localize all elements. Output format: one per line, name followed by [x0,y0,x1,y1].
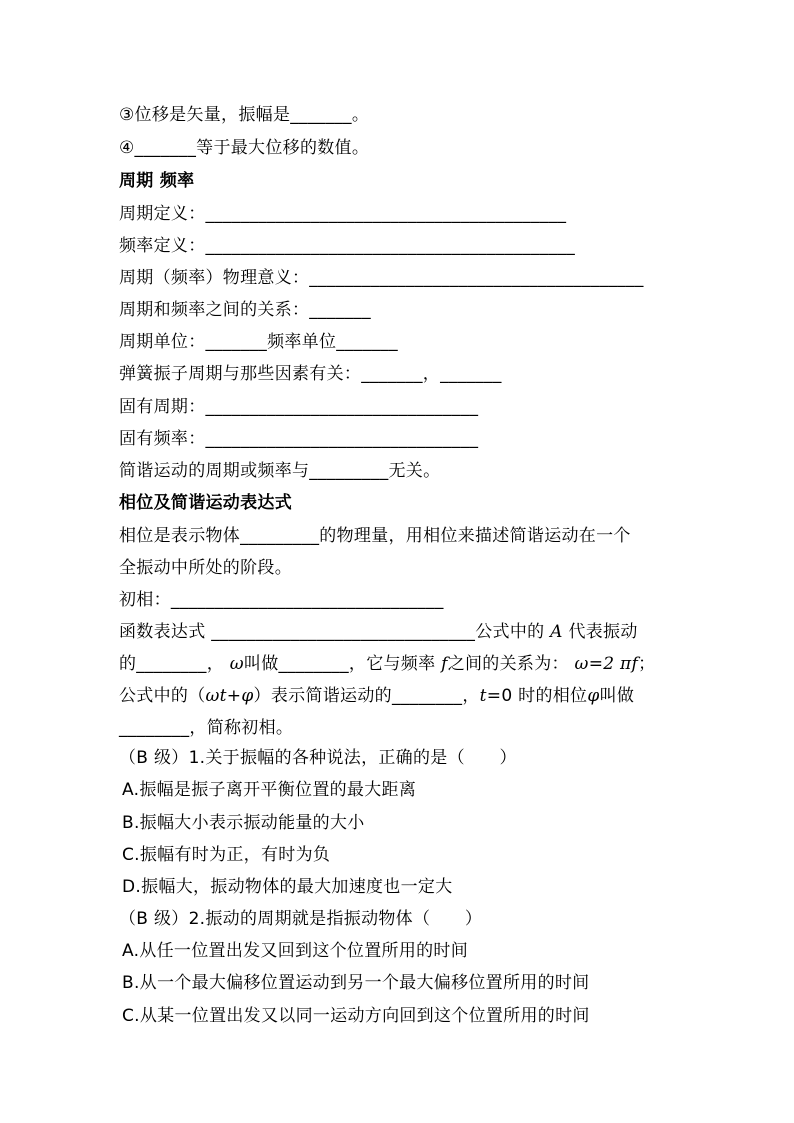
phase-text: 公式中的（ [119,686,206,706]
line-initial-phase-name: ________，简称初相。 [119,718,294,738]
line-function-expression [119,622,638,642]
question-1-option-a: A.振幅是振子离开平衡位置的最大距离 [122,780,417,800]
line-natural-frequency: 固有频率：_______________________________ [119,429,479,449]
line-phase-definition: 相位是表示物体_________的物理量，用相位来描述简谐运动在一个 [119,526,631,546]
question-2-stem: （B 级）2.振动的周期就是指振动物体（ ） [119,909,483,929]
omega-text: 叫做________，它与频率 [243,654,436,674]
phase-text-2: ）表示简谐运动的________， [253,686,480,706]
question-1-option-d: D.振幅大，振动物体的最大加速度也一定大 [122,877,453,897]
question-2-option-b: B.从一个最大偏移位置运动到另一个最大偏移位置所用的时间 [122,973,590,993]
expr-text: 公式中的 [475,622,545,642]
question-1-option-b: B.振幅大小表示振动能量的大小 [122,813,365,833]
line-phase-definition-cont: 全振动中所处的阶段。 [119,558,292,578]
symbol-phase: ωt+φ [205,686,254,706]
expr-blank: ______________________________ [211,622,476,642]
omega-relation-label: 之间的关系为： [447,654,569,674]
symbol-phi: φ [587,686,600,706]
line-max-displacement-blank: ④_______等于最大位移的数值。 [119,138,370,158]
question-1-stem: （B 级）1.关于振幅的各种说法，正确的是（ ） [119,748,517,768]
line-initial-phase: 初相：_______________________________ [119,590,444,610]
symbol-omega: ω [229,654,244,674]
symbol-t: t [479,686,487,706]
omega-relation-formula: ω=2 πf [574,654,639,674]
symbol-f: f [441,654,448,674]
expr-text-2: 代表振动 [568,622,638,642]
question-2-option-a: A.从任一位置出发又回到这个位置所用的时间 [122,941,469,961]
line-units: 周期单位：_______频率单位_______ [119,332,398,352]
section-heading-period-frequency: 周期 频率 [119,171,195,191]
phase-text-3: =0 时的相位 [486,686,588,706]
line-period-definition: 周期定义：_________________________________________ [119,204,567,224]
line-phase-term [119,686,634,706]
line-spring-oscillator-factors: 弹簧振子周期与那些因素有关：_______，_______ [119,364,502,384]
question-2-option-c: C.从某一位置出发又以同一运动方向回到这个位置所用的时间 [122,1006,590,1026]
section-heading-phase-expression: 相位及简谐运动表达式 [119,493,292,513]
symbol-A: A [550,622,563,642]
line-period-frequency-relation: 周期和频率之间的关系：_______ [119,300,371,320]
line-frequency-definition: 频率定义：__________________________________________ [119,236,576,256]
line-amplitude-blank: ③位移是矢量，振幅是_______。 [119,105,370,125]
line-independent-of: 简谐运动的周期或频率与_________无关。 [119,461,441,481]
omega-blank: 的________， [119,654,224,674]
line-natural-period: 固有周期：_______________________________ [119,397,479,417]
omega-end: ； [638,654,656,674]
expr-label: 函数表达式 [119,622,206,642]
line-omega [119,654,655,674]
question-1-option-c: C.振幅有时为正，有时为负 [122,845,331,865]
phase-text-4: 叫做 [599,686,635,706]
line-physical-meaning: 周期（频率）物理意义：______________________________________ [119,268,644,288]
